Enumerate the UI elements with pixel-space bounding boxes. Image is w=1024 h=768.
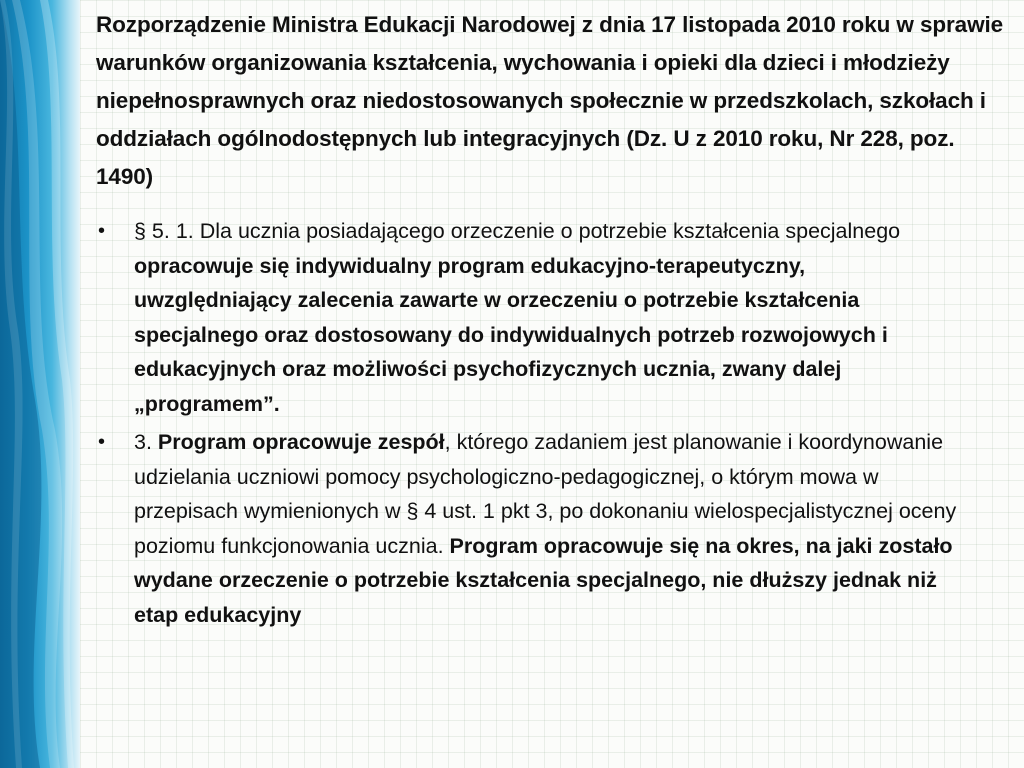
slide-content <box>96 6 1008 636</box>
wave-decoration <box>0 0 80 768</box>
bullet-item-paragraph-5 <box>96 214 964 421</box>
bullet-list <box>96 214 1008 632</box>
bullet-dot-icon: • <box>98 220 106 242</box>
bullet-item-paragraph-3 <box>96 425 964 632</box>
bullet-dot-icon: • <box>98 431 106 453</box>
decorative-side-band <box>0 0 80 768</box>
bullet-2-normal-text: , którego zadaniem jest planowanie i koordynowanie udzielania uczniowi pomocy psychologiczno-pedagogicznej, o którym mowa w przepisach wymienionych w § 4 ust. 1 pkt 3, po dokonaniu wielospecjalistycznej oceny poziomu funkcjonowania ucznia. <box>134 430 957 558</box>
bullet-2-intro-text: 3. <box>134 430 158 454</box>
bullet-1-bold-text: opracowuje się indywidualny program edukacyjno-terapeutyczny, uwzględniający zalecenia zawarte w orzeczeniu o potrzebie kształcenia specjalnego oraz dostosowany do indywidualnych potrzeb rozwojowych i edukacyjnych oraz możliwości psychofizycznych ucznia, zwany dalej „programem”. <box>134 253 888 416</box>
slide-title: Rozporządzenie Ministra Edukacji Narodowej z dnia 17 listopada 2010 roku w sprawie warunków organizowania kształcenia, wychowania i opieki dla dzieci i młodzieży niepełnosprawnych oraz niedostosowanych społecznie w przedszkolach, szkołach i oddziałach ogólnodostępnych lub integracyjnych (Dz. U z 2010 roku, Nr 228, poz. 1490) <box>96 12 1004 189</box>
bullet-1-intro-text: § 5. 1. Dla ucznia posiadającego orzeczenie o potrzebie kształcenia specjalnego <box>134 219 901 243</box>
bullet-2-bold-tail: Program opracowuje się na okres, na jaki zostało wydane orzeczenie o potrzebie kształcenia specjalnego, nie dłuższy jednak niż etap edukacyjny <box>134 533 953 627</box>
bullet-2-bold-lead: Program opracowuje zespół <box>157 430 445 454</box>
